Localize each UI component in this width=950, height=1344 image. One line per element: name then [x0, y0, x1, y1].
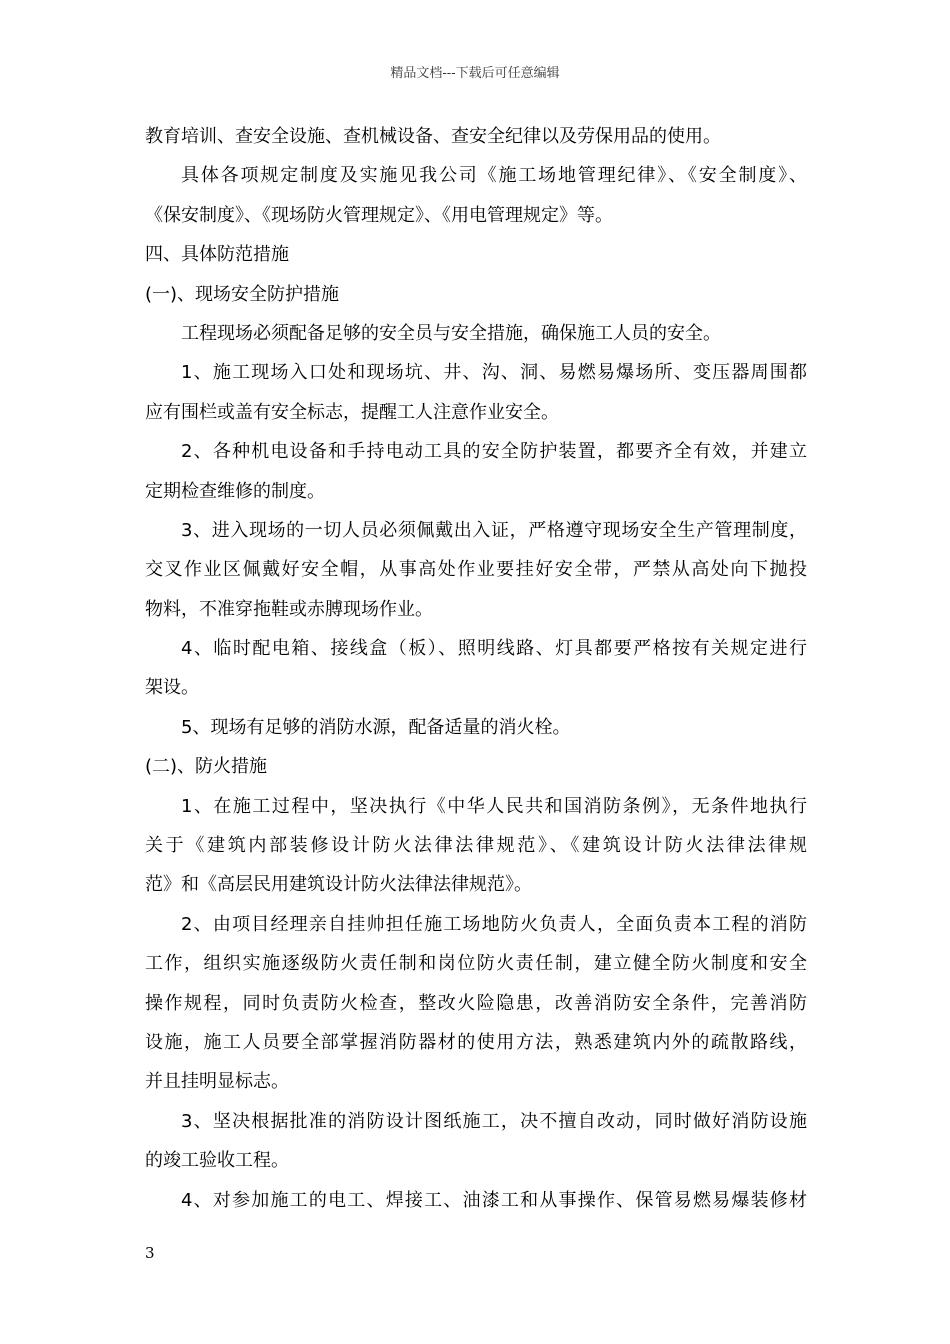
page-number: 3 — [145, 1244, 155, 1262]
text-line: 1、施工现场入口处和现场坑、井、沟、洞、易燃易爆场所、变压器周围都 — [181, 362, 807, 384]
text-line: 的竣工验收工程。 — [145, 1150, 289, 1172]
text-line: 《保安制度》、《现场防火管理规定》、《用电管理规定》等。 — [145, 204, 613, 226]
document-body — [145, 117, 807, 1220]
text-line: 4、临时配电箱、接线盒（板）、照明线路、灯具都要严格按有关规定进行 — [181, 638, 807, 660]
text-line: 2、各种机电设备和手持电动工具的安全防护装置，都要齐全有效，并建立 — [181, 441, 807, 463]
text-line: 范》和《高层民用建筑设计防火法律法律规范》。 — [145, 874, 532, 896]
page-header: 精品文档---下载后可任意编辑 — [390, 66, 560, 81]
text-line: 3、坚决根据批准的消防设计图纸施工，决不擅自改动，同时做好消防设施 — [181, 1110, 807, 1132]
text-line: 3、进入现场的一切人员必须佩戴出入证，严格遵守现场安全生产管理制度， — [181, 519, 807, 541]
text-line: 架设。 — [145, 677, 199, 699]
text-line: 2、由项目经理亲自挂帅担任施工场地防火负责人，全面负责本工程的消防 — [181, 913, 807, 935]
text-line: 定期检查维修的制度。 — [145, 480, 325, 502]
text-line: 设施，施工人员要全部掌握消防器材的使用方法，熟悉建筑内外的疏散路线， — [145, 1031, 807, 1053]
text-line: 1、在施工过程中，坚决执行《中华人民共和国消防条例》，无条件地执行 — [181, 795, 807, 817]
text-line: 具体各项规定制度及实施见我公司《施工场地管理纪律》、《安全制度》、 — [181, 165, 807, 187]
text-line: 物料，不准穿拖鞋或赤膊现场作业。 — [145, 598, 433, 620]
text-line: 并且挂明显标志。 — [145, 1071, 289, 1093]
text-line: 应有围栏或盖有安全标志，提醒工人注意作业安全。 — [145, 401, 559, 423]
text-line: 4、对参加施工的电工、焊接工、油漆工和从事操作、保管易燃易爆装修材 — [181, 1189, 807, 1211]
subsection-heading: (一)、现场安全防护措施 — [145, 283, 340, 305]
text-line: 关于《建筑内部装修设计防火法律法律规范》、《建筑设计防火法律法律规 — [145, 835, 807, 857]
text-line: 教育培训、查安全设施、查机械设备、查安全纪律以及劳保用品的使用。 — [145, 126, 721, 147]
section-heading: 四、具体防范措施 — [145, 244, 289, 266]
text-line: 交叉作业区佩戴好安全帽，从事高处作业要挂好安全带，严禁从高处向下抛投 — [145, 559, 807, 581]
subsection-heading: (二)、防火措施 — [145, 756, 268, 778]
text-line: 5、现场有足够的消防水源，配备适量的消火栓。 — [181, 716, 571, 738]
text-line: 操作规程，同时负责防火检查，整改火险隐患，改善消防安全条件，完善消防 — [145, 992, 807, 1014]
text-line: 工程现场必须配备足够的安全员与安全措施，确保施工人员的安全。 — [181, 322, 721, 344]
text-line: 工作，组织实施逐级防火责任制和岗位防火责任制，建立健全防火制度和安全 — [145, 953, 807, 975]
